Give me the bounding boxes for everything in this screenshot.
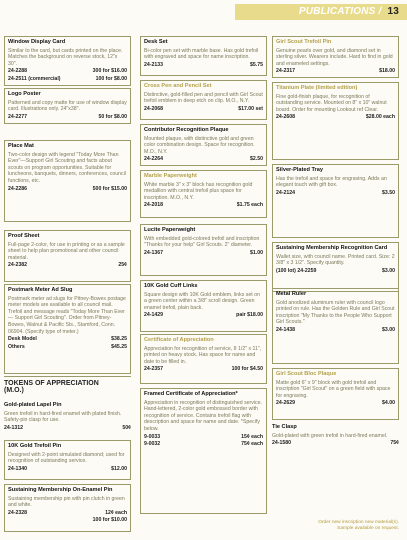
price-row bbox=[8, 76, 127, 83]
item-title: Girl Scout Bloc Plaque bbox=[276, 371, 337, 377]
catalog-item-gold-trefoil-pin bbox=[4, 440, 131, 480]
catalog-item-metal-ruler bbox=[272, 288, 399, 364]
catalog-item-postmark-meter-ad-slug bbox=[4, 284, 131, 374]
item-price: 100 for $10.00 bbox=[92, 517, 127, 524]
item-description: Gold anodized aluminum ruler with council logo printed on rule. Has the Golden Rule and Girl Scout inscription "My Thanks to the People Who Support Girl Scouts." bbox=[276, 299, 395, 326]
item-number: 24-2286 bbox=[8, 185, 28, 192]
item-title: 10K Gold Cuff Links bbox=[144, 283, 198, 289]
item-number: 9-0033 bbox=[144, 433, 161, 440]
item-description: Appreciation in recognition of distinguished service. Hand-lettered, 2-color gold embossed border with recognition of service. Contains trefoil flag with description and space for name and date. *Specify below. bbox=[144, 399, 262, 432]
price-row bbox=[144, 202, 263, 209]
section-subtitle: (M.O.) bbox=[4, 387, 24, 394]
item-description: Fine gold-finish plaque, for recognition of outstanding service. Mounted on 8" x 10" walnut board. Order for mounting Lookout ref Clear. bbox=[276, 93, 387, 113]
item-description: Genuine pearls over gold, and diamond set in sterling silver. Wearers include. Hard to find in gold and enameled settings. bbox=[276, 47, 393, 67]
item-number: 24-2133 bbox=[144, 61, 164, 68]
item-description: With embedded gold-colored trefoil and inscription "Thanks for your help" Girl Scouts. 2" diameter. bbox=[144, 235, 260, 249]
catalog-item-gold-lapel-pin bbox=[4, 402, 131, 432]
catalog-item-desk-set bbox=[140, 36, 267, 76]
item-price: $1.00 bbox=[250, 249, 263, 256]
footnote-line-1: Order new inscription new material(s). bbox=[318, 520, 399, 525]
catalog-item-girl-scout-bloc-plaque bbox=[272, 368, 399, 420]
price-row bbox=[276, 190, 395, 197]
item-title: Gold-plated Lapel Pin bbox=[4, 402, 62, 408]
item-number: 24-1367 bbox=[144, 249, 164, 256]
price-row bbox=[8, 344, 127, 351]
catalog-item-gold-cuff-links bbox=[140, 280, 267, 332]
item-number: Others bbox=[8, 343, 25, 350]
item-description: White marble 3" x 3" block has recognition gold medallion with central trefoil plus space for inscription. M.O., N.Y. bbox=[144, 181, 253, 201]
price-row bbox=[144, 441, 263, 448]
header-title: PUBLICATIONS / 13 bbox=[298, 6, 399, 17]
item-price: $3.00 bbox=[382, 326, 395, 333]
catalog-item-framed-certificate bbox=[140, 388, 267, 514]
publications-title: PUBLICATIONS bbox=[298, 6, 376, 17]
item-number: 24-2288 bbox=[8, 68, 28, 75]
catalog-item-place-mat bbox=[4, 140, 131, 222]
item-price: 100 for $4.50 bbox=[231, 366, 263, 373]
price-row bbox=[276, 327, 395, 334]
item-number: 24-2511 (commercial) bbox=[8, 75, 61, 82]
item-number: (100 lot) 24-2259 bbox=[276, 267, 317, 274]
item-title: Lucite Paperweight bbox=[144, 227, 196, 233]
item-price: $38.25 bbox=[111, 336, 127, 343]
item-price: 25¢ bbox=[118, 262, 127, 269]
item-description: Green trefoil in hard-fired enamel with plated finish. Safety-pin clasp for use. bbox=[4, 410, 122, 424]
price-row bbox=[272, 440, 399, 447]
item-number: 24-2317 bbox=[276, 68, 296, 75]
section-heading bbox=[4, 376, 131, 404]
price-row bbox=[4, 425, 131, 432]
item-price: 12¢ each bbox=[105, 509, 127, 516]
item-price: $18.00 bbox=[379, 68, 395, 75]
price-row bbox=[8, 336, 127, 343]
price-row bbox=[144, 250, 263, 257]
item-description: Two-color design with legend "Today More Than Ever"—Support Girl Scouting and facts about scouts on program opportunities. Suitable for luncheons, banquets, dinners, conferences, council functions, etc. bbox=[8, 151, 126, 184]
item-description: Mounted plaque, with distinctive gold and green color combination design. Space for recognition. M.O., N.Y. bbox=[144, 135, 255, 155]
catalog-item-titanium-plate bbox=[272, 82, 399, 160]
item-price: $3.00 bbox=[382, 267, 395, 274]
price-row bbox=[8, 186, 127, 193]
item-price: 15¢ each bbox=[241, 433, 263, 440]
price-row bbox=[8, 466, 127, 473]
item-price: $2.50 bbox=[250, 156, 263, 163]
catalog-item-lucite-paperweight bbox=[140, 224, 267, 276]
catalog-item-cross-pen-pencil bbox=[140, 80, 267, 120]
item-title: Window Display Card bbox=[8, 39, 66, 45]
item-number: 24-2018 bbox=[144, 202, 164, 209]
item-description: Patterned and copy matte for use of window display card. Illustrations only. 24"x38". bbox=[8, 99, 127, 113]
item-title: Silver-Plated Tray bbox=[276, 167, 323, 173]
item-title: Girl Scout Trefoil Pin bbox=[276, 39, 332, 45]
price-row bbox=[144, 106, 263, 113]
price-row bbox=[8, 68, 127, 75]
item-number: 24-2264 bbox=[144, 156, 164, 163]
catalog-item-proof-sheet bbox=[4, 230, 131, 282]
item-price: 50 for $8.00 bbox=[98, 113, 127, 120]
item-description: Bi-color pen set with marble base. Has gold trefoil with engraved and space for name inscription. bbox=[144, 47, 259, 61]
catalog-item-sustaining-membership-card bbox=[272, 242, 399, 292]
item-title: Cross Pen and Pencil Set bbox=[144, 83, 212, 89]
item-title: Titanium Plate (limited edition) bbox=[276, 85, 358, 91]
item-description: Matte gold 6" x 9" block with gold trefoil and inscription "Girl Scout" on a green field with space for engraving. bbox=[276, 379, 391, 399]
item-description: Similar to the card, but cards printed on the place. Matches the background on reverse stock, 12"x 30". bbox=[8, 47, 123, 67]
price-row bbox=[276, 268, 395, 275]
item-number: 24-1429 bbox=[144, 312, 164, 319]
price-row bbox=[276, 114, 395, 121]
item-description: Wallet size, with council name. Printed card. Size: 2 3/8" x 3 1/2". Specify quantity. bbox=[276, 253, 395, 267]
item-description: Appreciation for recognition of service, 8 1/2" x 11", printed on heavy stock. Has space for name and date to be filled in. bbox=[144, 345, 262, 365]
item-description: Gold-plated with green trefoil in hard-fired enamel. bbox=[272, 432, 388, 439]
price-row bbox=[276, 400, 395, 407]
item-title: Framed Certificate of Appreciation* bbox=[144, 391, 238, 397]
price-row bbox=[144, 434, 263, 441]
item-number: 9-0032 bbox=[144, 441, 161, 448]
item-title: Contributor Recognition Plaque bbox=[144, 127, 229, 133]
footnote-line-2: Sample available on request. bbox=[337, 526, 399, 531]
item-description: Has the trefoil and space for engraving. Adds an elegant touch with gift box. bbox=[276, 175, 387, 189]
item-number: 24-2124 bbox=[276, 189, 296, 196]
catalog-item-contributor-recognition-plaque bbox=[140, 124, 267, 166]
item-price: $17.00 set bbox=[238, 105, 263, 112]
item-title: Certificate of Appreciation bbox=[144, 337, 214, 343]
page-header bbox=[0, 0, 407, 24]
catalog-item-logo-poster bbox=[4, 88, 131, 124]
item-title: Sustaining Membership Recognition Card bbox=[276, 245, 388, 251]
catalog-item-window-display-card bbox=[4, 36, 131, 86]
price-row bbox=[8, 262, 127, 269]
price-row bbox=[144, 156, 263, 163]
item-price: $28.00 each bbox=[365, 114, 395, 121]
item-price: 500 for $15.00 bbox=[92, 185, 127, 192]
item-number: 24-2328 bbox=[8, 509, 28, 516]
catalog-item-certificate bbox=[140, 334, 267, 384]
page-number: 13 bbox=[387, 6, 399, 17]
item-price: $12.00 bbox=[111, 465, 127, 472]
item-title: Metal Ruler bbox=[276, 291, 307, 297]
item-price: $1.75 each bbox=[236, 202, 263, 209]
price-row bbox=[144, 366, 263, 373]
item-title: Postmark Meter Ad Slug bbox=[8, 287, 73, 293]
item-title: Desk Set bbox=[144, 39, 168, 45]
item-number: 24-1438 bbox=[276, 326, 296, 333]
item-price: 100 for $8.00 bbox=[95, 75, 127, 82]
item-title: Logo Poster bbox=[8, 91, 41, 97]
item-number: 24-1580 bbox=[272, 440, 292, 447]
item-price: 75¢ bbox=[390, 440, 399, 447]
item-number: 24-1340 bbox=[8, 465, 28, 472]
item-price: 75¢ each bbox=[241, 441, 263, 448]
item-title: 10K Gold Trefoil Pin bbox=[8, 443, 62, 449]
price-row bbox=[8, 517, 127, 524]
item-number: 24-2382 bbox=[8, 262, 28, 269]
item-description: Sustaining membership pin with pin clutch in green and white. bbox=[8, 495, 125, 509]
item-title: Marble Paperweight bbox=[144, 173, 197, 179]
price-row bbox=[8, 114, 127, 121]
section-title: TOKENS OF APPRECIATION bbox=[4, 380, 99, 387]
item-title: Proof Sheet bbox=[8, 233, 40, 239]
item-title: Sustaining Membership On-Enamel Pin bbox=[8, 487, 113, 493]
price-row bbox=[144, 62, 263, 69]
item-description: Designed with 2-point simulated diamond; used for recognition of outstanding service. bbox=[8, 451, 125, 465]
catalog-item-silver-plated-tray bbox=[272, 164, 399, 238]
item-price: pair $18.00 bbox=[236, 312, 263, 319]
item-number: 24-2277 bbox=[8, 113, 28, 120]
price-row bbox=[276, 68, 395, 75]
item-number: 24-1312 bbox=[4, 424, 24, 431]
item-price: $4.00 bbox=[382, 400, 395, 407]
catalog-item-girl-scout-trefoil-pin bbox=[272, 36, 399, 78]
item-number: 24-2068 bbox=[144, 105, 164, 112]
item-number: 24-2357 bbox=[144, 366, 164, 373]
item-title: Place Mat bbox=[8, 143, 34, 149]
item-price: $45.25 bbox=[111, 343, 127, 350]
catalog-item-marble-paperweight bbox=[140, 170, 267, 218]
price-row bbox=[8, 510, 127, 517]
item-description: Full-page 2-color, for use in printing or as a sample sheet to help plan promotional and other council material. bbox=[8, 241, 125, 261]
item-number: 24-2629 bbox=[276, 400, 296, 407]
item-price: $3.50 bbox=[382, 189, 395, 196]
footnote bbox=[318, 520, 399, 532]
item-description: Postmark meter ad slugs for Pitney-Bowes postage meter models are available to all council mail. Trefoil and message reads "Today More Than Ever — Support Girl Scouting". Order from Pitney-Bowes, Walnut & Pacific Sts., Stamford, Conn. 06904. (Specify type of meter.) bbox=[8, 295, 126, 335]
item-title: Tie Clasp bbox=[272, 424, 297, 430]
item-number: 24-2608 bbox=[276, 114, 296, 121]
item-description: Distinctive, gold-filled pen and pencil with Girl Scout trefoil emblem in deep etch on clip. M.O., N.Y. bbox=[144, 91, 263, 105]
item-number: Desk Model bbox=[8, 336, 37, 343]
item-description: Square design with 10K Gold emblem, links set on a green center within a 3/8" scroll design. Green enamel trefoil, plain back. bbox=[144, 291, 260, 311]
catalog-item-membership-pin bbox=[4, 484, 131, 532]
item-price: 300 for $16.00 bbox=[92, 68, 127, 75]
catalog-item-tie-clasp bbox=[272, 424, 399, 460]
item-price: 50¢ bbox=[122, 424, 131, 431]
item-price: $5.75 bbox=[250, 61, 263, 68]
price-row bbox=[144, 312, 263, 319]
